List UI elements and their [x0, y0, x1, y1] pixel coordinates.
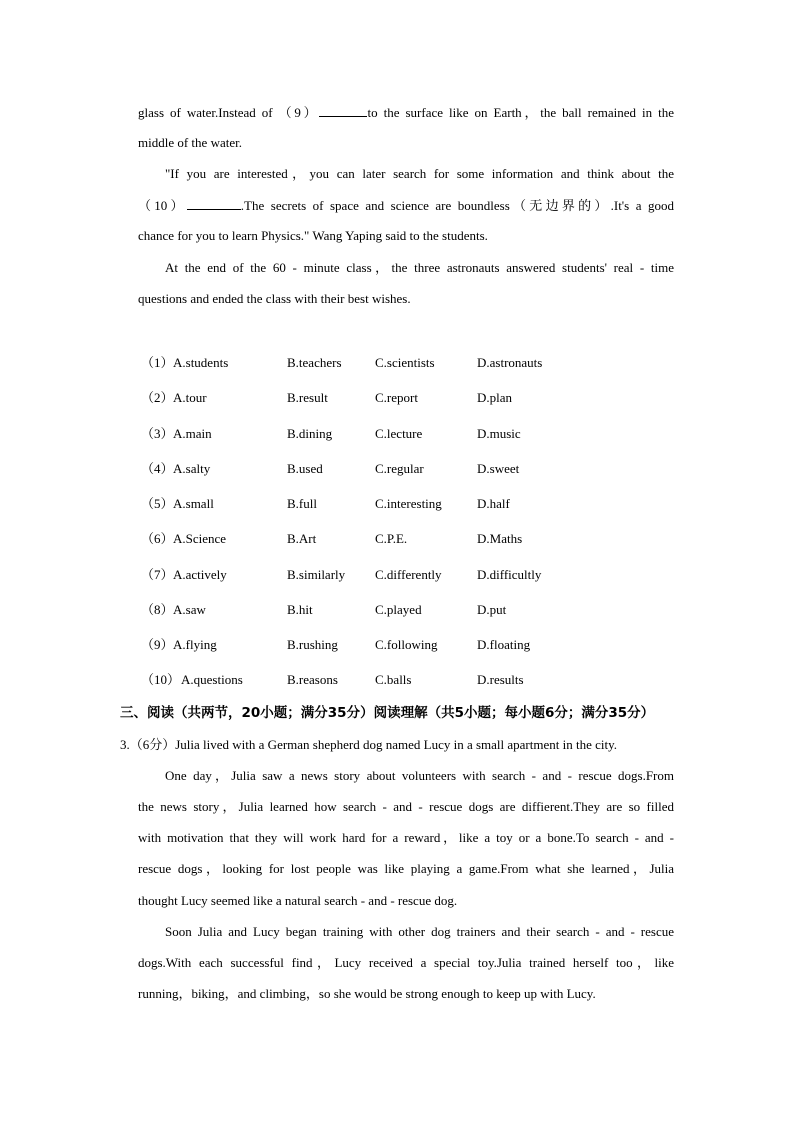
passage-line: rescue dogs，looking for lost people was like playing a game.From what she learned，Julia: [138, 861, 674, 876]
answer-blank-9: [319, 104, 367, 117]
section-heading: 三、阅读（共两节，20小题；满分35分）阅读理解（共5小题；每小题6分；满分35分）: [120, 705, 655, 721]
passage-line: chance for you to learn Physics." Wang Yaping said to the students.: [138, 228, 488, 243]
option-row-5: [0, 496, 794, 512]
passage-line: thought Lucy seemed like a natural search - and - rescue dog.: [138, 893, 458, 908]
option-number: （4）: [141, 461, 174, 476]
option-c: C.regular: [375, 461, 424, 476]
option-b: B.reasons: [287, 672, 338, 687]
option-number: （3）: [141, 426, 174, 441]
option-row-8: [0, 602, 794, 618]
option-c: C.following: [375, 637, 438, 652]
option-b: B.teachers: [287, 355, 342, 370]
option-c: C.scientists: [375, 355, 435, 370]
passage-line: （10） .The secrets of space and science are boundless（无边界的）.It's a good: [138, 198, 674, 213]
passage-line: At the end of the 60 - minute class，the three astronauts answered students' real - time: [165, 260, 674, 275]
option-c: C.report: [375, 390, 418, 405]
option-a: A.tour: [173, 390, 207, 405]
option-a: A.flying: [173, 637, 217, 652]
option-d: D.sweet: [477, 461, 520, 476]
option-number: （5）: [141, 496, 174, 511]
option-number: （9）: [141, 637, 174, 652]
option-row-6: [0, 531, 794, 547]
option-d: D.results: [477, 672, 524, 687]
option-row-10: [0, 672, 794, 688]
option-b: B.similarly: [287, 567, 346, 582]
option-number: （6）: [141, 531, 174, 546]
option-c: C.P.E.: [375, 531, 408, 546]
option-d: D.half: [477, 496, 510, 511]
option-number: （1）: [141, 355, 174, 370]
option-c: C.differently: [375, 567, 442, 582]
option-a: A.small: [173, 496, 214, 511]
option-d: D.floating: [477, 637, 531, 652]
option-a: A.students: [173, 355, 229, 370]
passage-line: middle of the water.: [138, 135, 242, 150]
option-c: C.interesting: [375, 496, 442, 511]
option-row-4: [0, 461, 794, 477]
option-b: B.used: [287, 461, 323, 476]
option-row-2: [0, 390, 794, 406]
option-row-3: [0, 426, 794, 442]
answer-blank-10: [187, 197, 241, 210]
passage-line: running，biking，and climbing，so she would be strong enough to keep up with Lucy.: [138, 986, 596, 1001]
option-a: A.Science: [173, 531, 227, 546]
option-b: B.Art: [287, 531, 317, 546]
option-b: B.result: [287, 390, 328, 405]
option-number: （7）: [141, 567, 174, 582]
passage-line: Soon Julia and Lucy began training with other dog trainers and their search - and - rescue: [165, 924, 674, 939]
option-d: D.Maths: [477, 531, 523, 546]
option-number: （8）: [141, 602, 174, 617]
option-number: （10）: [141, 672, 181, 687]
passage-line: One day，Julia saw a news story about volunteers with search - and - rescue dogs.From: [165, 768, 674, 783]
question-3-stem: 3.（6分）Julia lived with a German shepherd dog named Lucy in a small apartment in the city.: [120, 737, 618, 752]
option-row-9: [0, 637, 794, 653]
passage-line: the news story，Julia learned how search - and - rescue dogs are diffierent.They are so filled: [138, 799, 674, 814]
option-a: A.questions: [181, 672, 243, 687]
passage-line: "If you are interested，you can later search for some information and think about the: [165, 166, 674, 181]
option-row-7: [0, 567, 794, 583]
option-d: D.difficultly: [477, 567, 542, 582]
option-b: B.full: [287, 496, 317, 511]
option-a: A.main: [173, 426, 212, 441]
option-b: B.hit: [287, 602, 313, 617]
option-c: C.played: [375, 602, 422, 617]
option-d: D.plan: [477, 390, 513, 405]
option-d: D.put: [477, 602, 507, 617]
option-number: （2）: [141, 390, 174, 405]
option-d: D.astronauts: [477, 355, 543, 370]
option-c: C.lecture: [375, 426, 423, 441]
option-a: A.saw: [173, 602, 206, 617]
option-d: D.music: [477, 426, 521, 441]
option-b: B.dining: [287, 426, 333, 441]
passage-line: with motivation that they will work hard for a reward，like a toy or a bone.To search - and -: [138, 830, 674, 845]
option-a: A.actively: [173, 567, 227, 582]
passage-line: glass of water.Instead of （9） to the surface like on Earth，the ball remained in the: [138, 105, 674, 120]
option-row-1: [0, 355, 794, 371]
passage-line: dogs.With each successful find，Lucy received a special toy.Julia trained herself too，like: [138, 955, 674, 970]
option-b: B.rushing: [287, 637, 338, 652]
option-c: C.balls: [375, 672, 412, 687]
option-a: A.salty: [173, 461, 211, 476]
passage-line: questions and ended the class with their best wishes.: [138, 291, 411, 306]
